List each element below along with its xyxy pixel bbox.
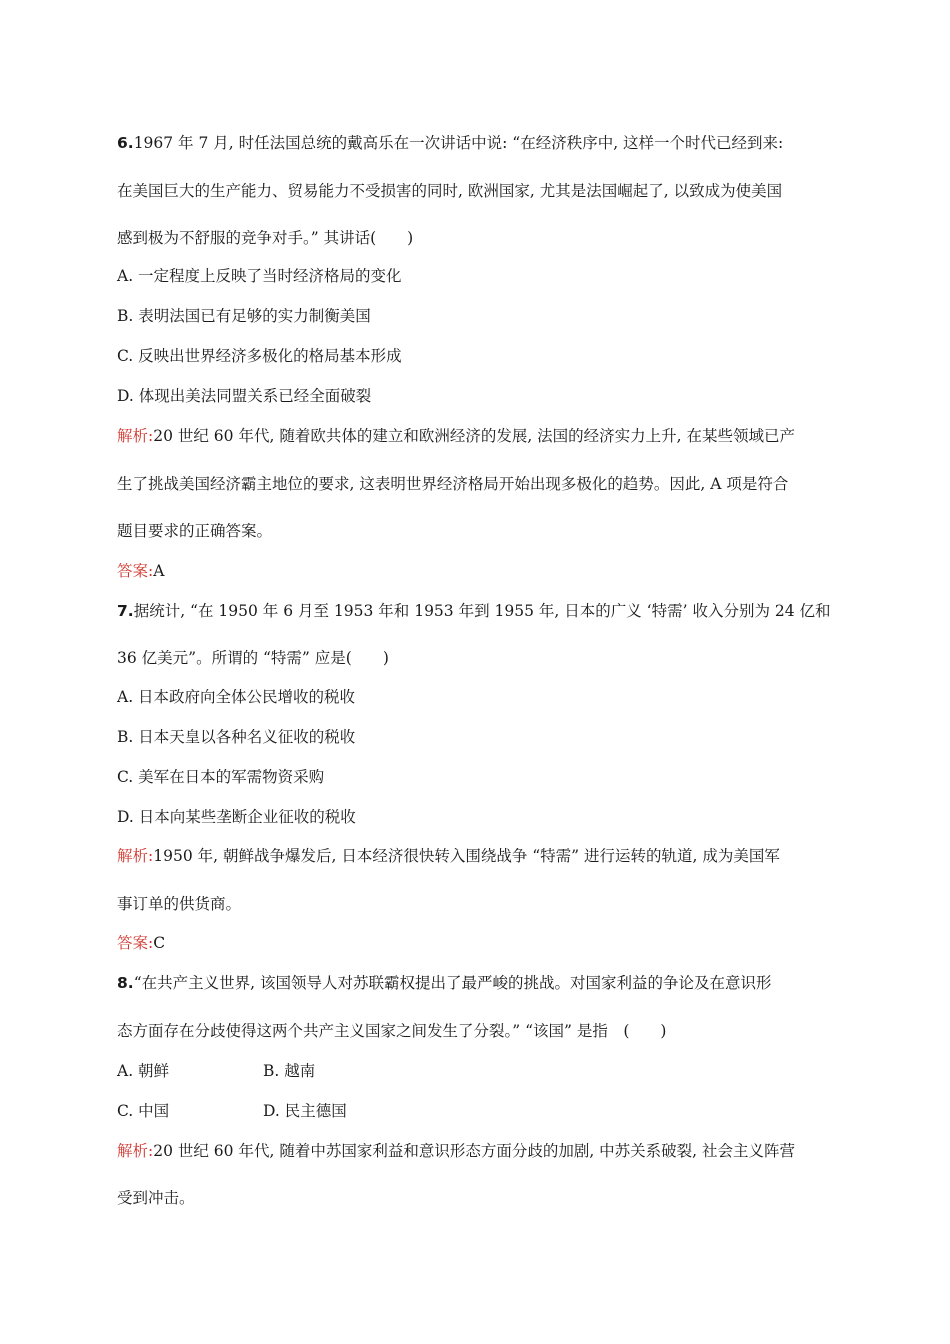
- analysis-label: 解析:: [117, 1142, 154, 1160]
- question-8-option-d: D. 民主德国: [263, 1102, 347, 1120]
- question-6-analysis-line-3: 题目要求的正确答案。: [117, 522, 273, 540]
- question-6-stem-line-3: 感到极为不舒服的竞争对手。” 其讲话( ): [117, 229, 414, 247]
- question-8-analysis-line-1: [117, 1141, 795, 1161]
- question-7-answer: [117, 933, 165, 953]
- question-6-stem-line-2: 在美国巨大的生产能力、贸易能力不受损害的同时, 欧洲国家, 尤其是法国崛起了, 以致成为使美国: [117, 182, 783, 200]
- question-6-analysis-line-1: [117, 426, 795, 446]
- answer-value: C: [153, 934, 166, 952]
- question-7-option-a: A. 日本政府向全体公民增收的税收: [117, 688, 356, 706]
- question-8-option-b: B. 越南: [263, 1062, 316, 1080]
- question-6-option-a: A. 一定程度上反映了当时经济格局的变化: [117, 267, 402, 285]
- answer-label: 答案:: [117, 562, 154, 580]
- analysis-label: 解析:: [117, 427, 154, 445]
- question-8-stem-line-1: [117, 973, 771, 993]
- analysis-label: 解析:: [117, 847, 154, 865]
- question-number: 6.: [117, 134, 134, 152]
- analysis-text: 1950 年, 朝鲜战争爆发后, 日本经济很快转入围绕战争 “特需” 进行运转的轨道, 成为美国军: [153, 847, 780, 865]
- question-6-option-d: D. 体现出美法同盟关系已经全面破裂: [117, 387, 372, 405]
- analysis-text: 20 世纪 60 年代, 随着欧共体的建立和欧洲经济的发展, 法国的经济实力上升, 在某些领域已产: [153, 427, 796, 445]
- question-6-option-b: B. 表明法国已有足够的实力制衡美国: [117, 307, 371, 325]
- question-7-option-b: B. 日本天皇以各种名义征收的税收: [117, 728, 356, 746]
- question-8-option-c: C. 中国: [117, 1102, 170, 1120]
- answer-value: A: [153, 562, 165, 580]
- question-8-options-row-1: [117, 1061, 316, 1081]
- question-number: 8.: [117, 974, 134, 992]
- question-8-option-a: A. 朝鲜: [117, 1062, 170, 1080]
- question-7-stem-line-2: 36 亿美元”。所谓的 “特需” 应是( ): [117, 649, 389, 667]
- question-6-answer: [117, 561, 164, 581]
- analysis-text: 20 世纪 60 年代, 随着中苏国家利益和意识形态方面分歧的加剧, 中苏关系破裂, 社会主义阵营: [153, 1142, 796, 1160]
- stem-text: “在共产主义世界, 该国领导人对苏联霸权提出了最严峻的挑战。对国家利益的争论及在意识形: [133, 974, 772, 992]
- stem-text: 据统计, “在 1950 年 6 月至 1953 年和 1953 年到 1955 年, 日本的广义 ‘特需’ 收入分别为 24 亿和: [133, 602, 831, 620]
- question-7-option-c: C. 美军在日本的军需物资采购: [117, 768, 325, 786]
- answer-label: 答案:: [117, 934, 154, 952]
- question-7-analysis-line-1: [117, 846, 780, 866]
- question-8-stem-line-2: 态方面存在分歧使得这两个共产主义国家之间发生了分裂。” “该国” 是指 ( ): [117, 1022, 667, 1040]
- question-number: 7.: [117, 602, 134, 620]
- question-6-analysis-line-2: 生了挑战美国经济霸主地位的要求, 这表明世界经济格局开始出现多极化的趋势。因此, A 项是符合: [117, 475, 789, 493]
- question-7-stem-line-1: [117, 601, 831, 621]
- question-6-stem-line-1: [117, 133, 783, 153]
- question-7-option-d: D. 日本向某些垄断企业征收的税收: [117, 808, 356, 826]
- question-8-options-row-2: [117, 1101, 347, 1121]
- stem-text: 1967 年 7 月, 时任法国总统的戴高乐在一次讲话中说: “在经济秩序中, 这样一个时代已经到来:: [133, 134, 784, 152]
- question-7-analysis-line-2: 事订单的供货商。: [117, 895, 242, 913]
- question-8-analysis-line-2: 受到冲击。: [117, 1189, 195, 1207]
- question-6-option-c: C. 反映出世界经济多极化的格局基本形成: [117, 347, 402, 365]
